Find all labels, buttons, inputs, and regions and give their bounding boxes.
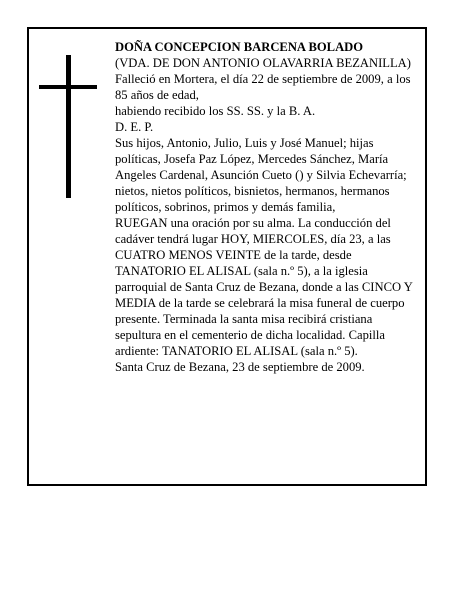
funeral-request: RUEGAN una oración por su alma. La conducción del cadáver tendrá lugar HOY, MIERCOLES, día 23, a las CUATRO MENOS VEINTE de la tarde, desde TANATORIO EL ALISAL (sala n.º 5), a la iglesia parroquial de Santa Cruz de Bezana, donde a las CINCO Y MEDIA de la tarde se celebrará la misa funeral de cuerpo presente. Terminada la santa misa recibirá cristiana sepultura en el cementerio de dicha localidad. Capilla ardiente: TANATORIO EL ALISAL (sala n.º 5).	[115, 216, 413, 358]
family-list: Sus hijos, Antonio, Julio, Luis y José Manuel; hijas políticas, Josefa Paz López, Mercedes Sánchez, María Angeles Cardenal, Asunción Cueto () y Silvia Echevarría; nietos, nietos políticos, bisnietos, hermanos, hermanos políticos, sobrinos, primos y demás familia,	[115, 136, 407, 214]
cross-horizontal-bar	[39, 85, 97, 89]
place-date: Santa Cruz de Bezana, 23 de septiembre de 2009.	[115, 360, 365, 374]
death-statement: Falleció en Mortera, el día 22 de septiembre de 2009, a los 85 años de edad,	[115, 72, 411, 102]
obituary-notice	[27, 27, 427, 486]
cross-vertical-bar	[66, 55, 71, 198]
obituary-text	[115, 39, 419, 375]
deceased-name: DOÑA CONCEPCION BARCENA BOLADO	[115, 40, 364, 54]
widow-of: (VDA. DE DON ANTONIO OLAVARRIA BEZANILLA)	[115, 56, 411, 70]
cross-icon	[39, 55, 97, 198]
rip-line: D. E. P.	[115, 120, 154, 134]
sacraments-statement: habiendo recibido los SS. SS. y la B. A.	[115, 104, 316, 118]
